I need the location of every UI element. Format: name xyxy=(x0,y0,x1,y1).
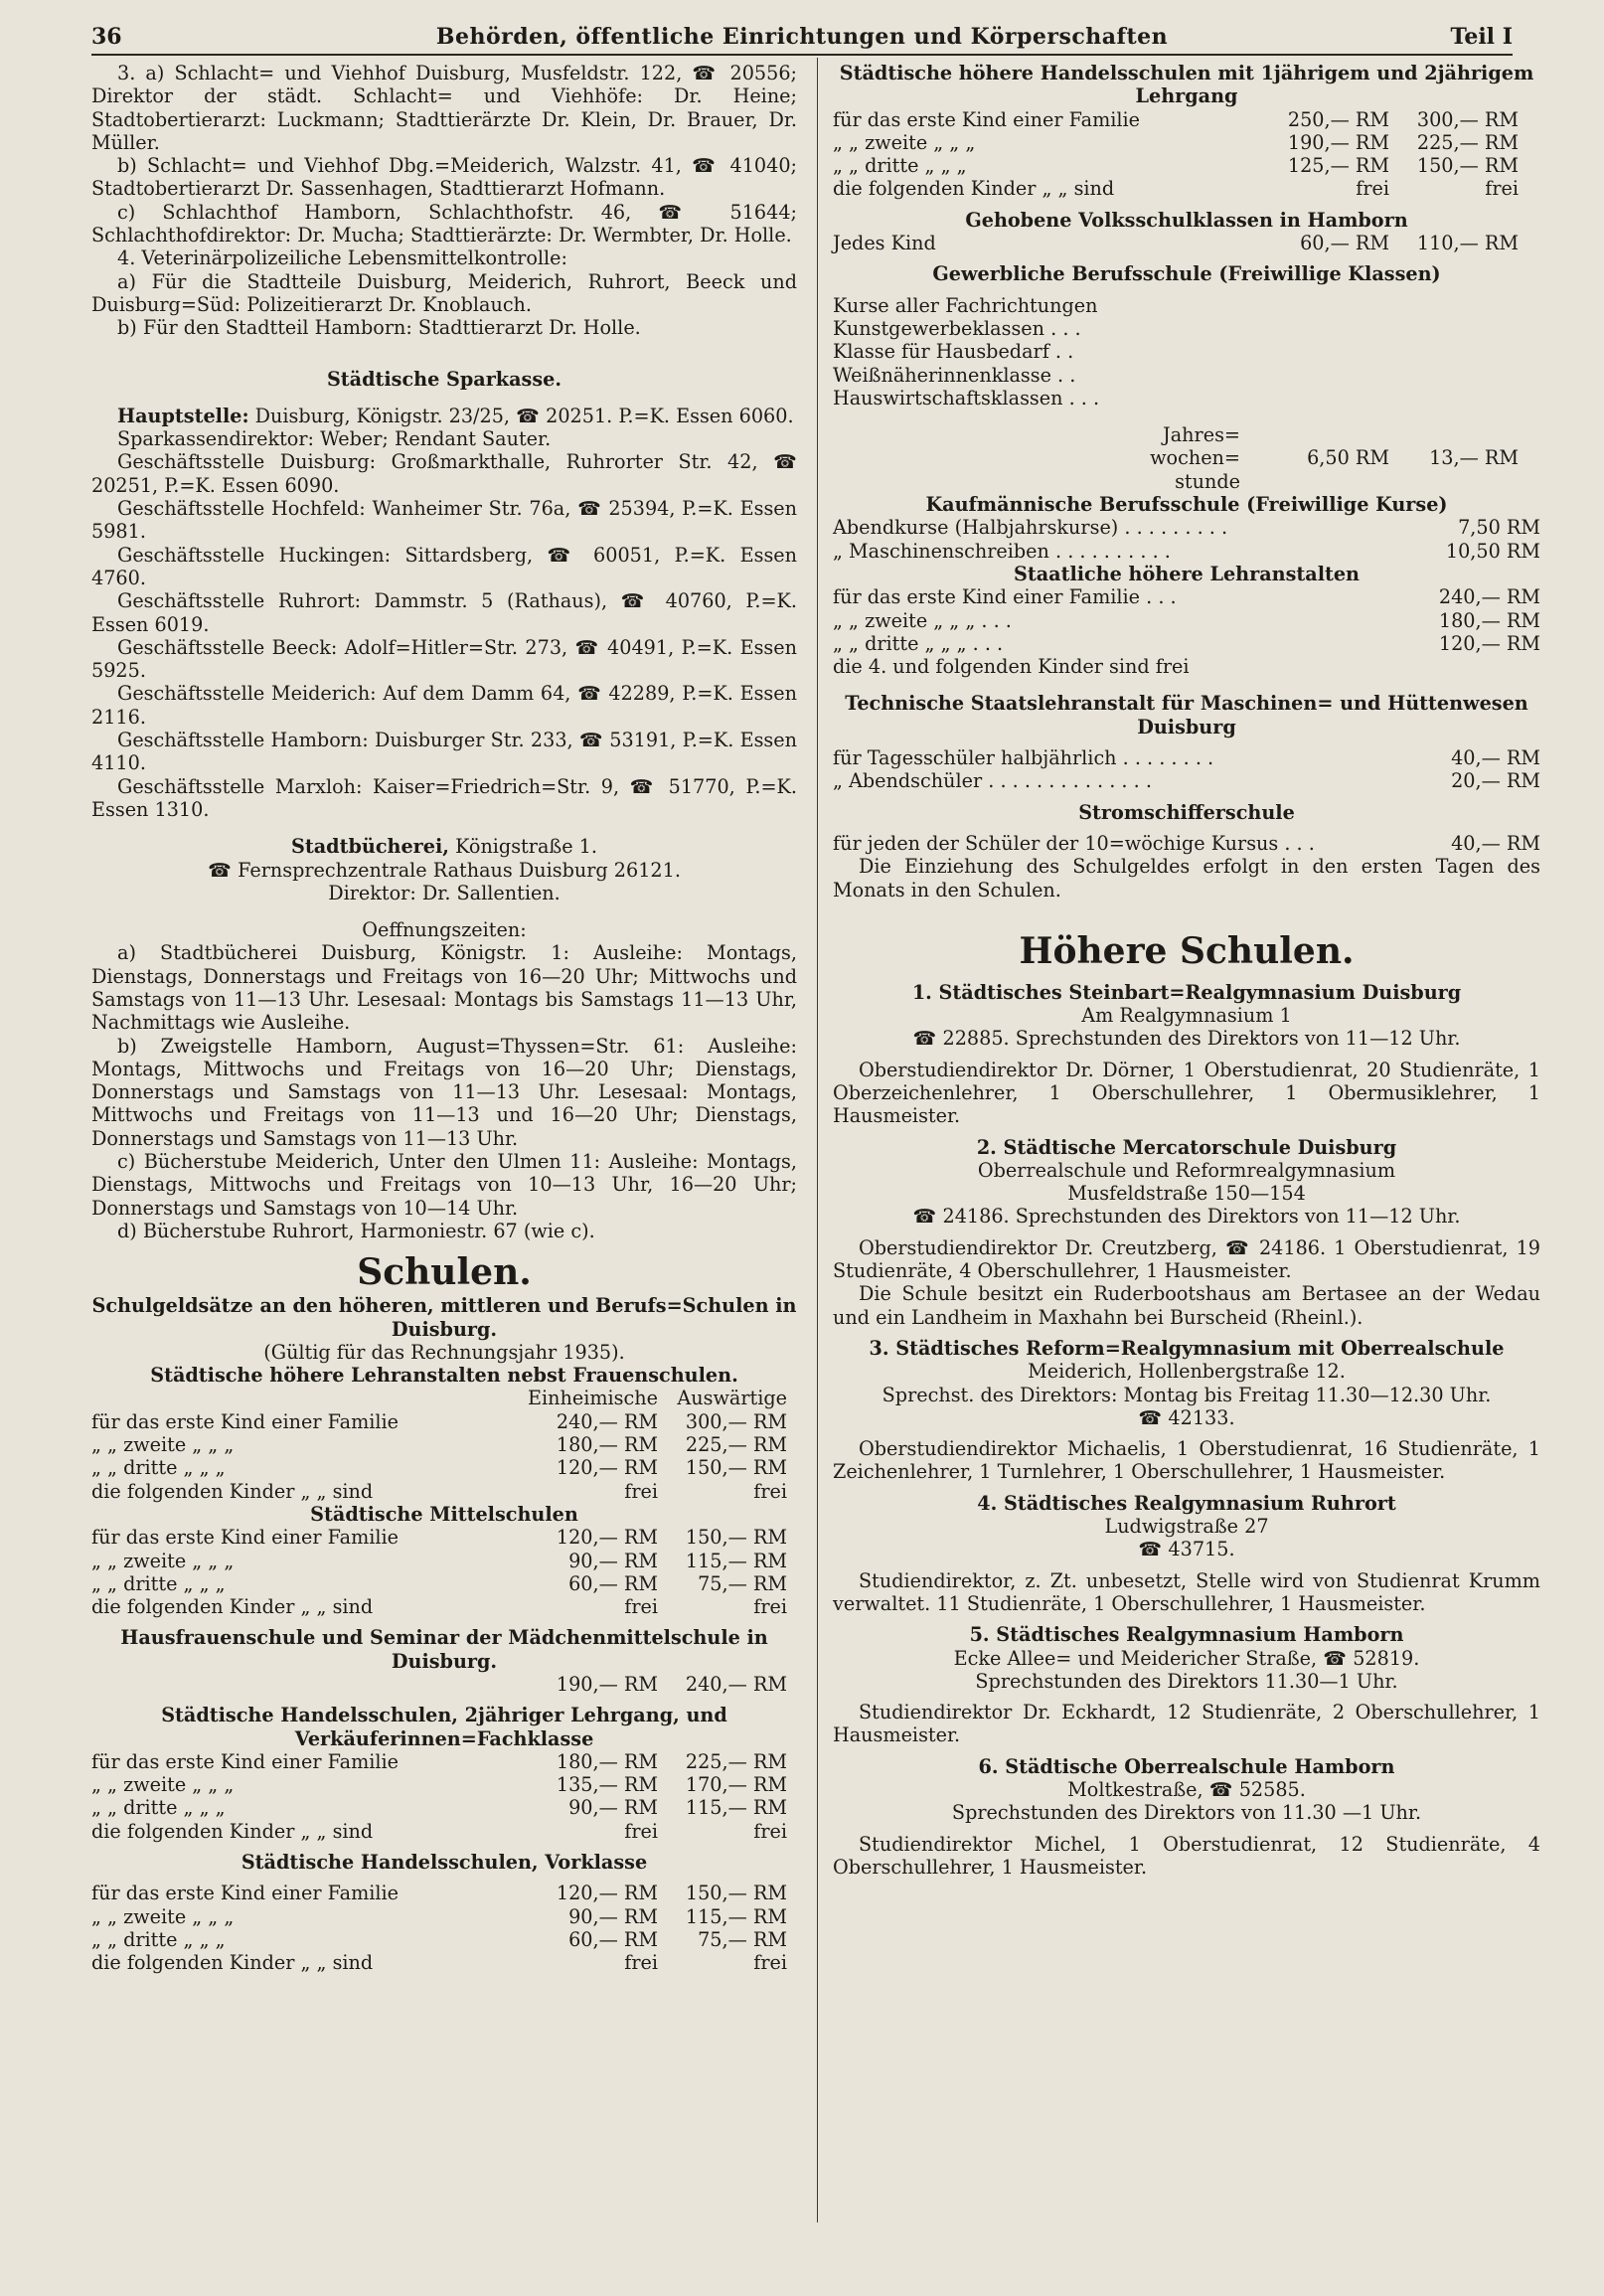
fee-row xyxy=(833,540,1540,563)
fee-label: „ „ zweite „ „ „ xyxy=(91,1773,235,1797)
school-info-line: Meiderich, Hollenbergstraße 12. xyxy=(1028,1360,1346,1384)
entry-text: Duisburg, Königstr. 23/25, ☎ 20251. P.=K. Essen 6060. xyxy=(254,404,794,427)
fee-row xyxy=(91,1750,797,1773)
fee-label: „ „ dritte „ „ „ xyxy=(91,1927,226,1951)
fee-label: die folgenden Kinder „ „ sind xyxy=(833,177,1115,201)
fee-local: frei xyxy=(624,1951,658,1975)
fee-table-title: Stromschifferschule xyxy=(1078,800,1295,824)
school-info-line: Musfeldstraße 150—154 xyxy=(1067,1182,1306,1206)
fee-local: frei xyxy=(624,1595,658,1619)
school-staff: Studiendirektor, z. Zt. unbesetzt, Stelle wird von Studienrat Krumm verwaltet. 11 Studienräte, 1 Oberschullehrer, 1 Hausmeister. xyxy=(833,1568,1540,1615)
sparkasse-entry: Geschäftsstelle Ruhrort: Dammstr. 5 (Rathaus), ☎ 40760, P.=K. Essen 6019. xyxy=(91,589,797,636)
fee-value: 120,— RM xyxy=(1438,631,1540,655)
fee-table-title: Städtische Handelsschulen, Vorklasse xyxy=(241,1851,648,1875)
fee-external: frei xyxy=(1485,177,1519,201)
school-info-line: Oberrealschule und Reformrealgymnasium xyxy=(977,1158,1396,1182)
schulgeld-heading: Schulgeldsätze an den höheren, mittleren und Berufs=Schulen in Duisburg. xyxy=(91,1294,797,1341)
course-item: Kurse aller Fachrichtungen xyxy=(833,293,1098,317)
fee-row xyxy=(91,1456,797,1479)
fee-local: 180,— RM xyxy=(556,1749,658,1773)
fee-label: „ „ zweite „ „ „ xyxy=(91,1549,235,1572)
school-info-line: Sprechstunden des Direktors von 11.30 —1 Uhr. xyxy=(951,1801,1422,1825)
fee-row xyxy=(91,1572,797,1595)
school-list xyxy=(833,981,1540,1886)
fee-row xyxy=(833,832,1540,855)
school-info-line: Ludwigstraße 27 xyxy=(1104,1515,1269,1539)
fee-external: 150,— RM xyxy=(685,1526,787,1550)
fee-label: „ „ zweite „ „ „ xyxy=(833,130,976,154)
school-title: 3. Städtisches Reform=Realgymnasium mit Oberrealschule xyxy=(869,1336,1505,1360)
fee-label: „ „ dritte „ „ „ xyxy=(833,154,967,178)
fee-external: 300,— RM xyxy=(1416,107,1519,131)
vet-paragraph: a) Für die Stadtteile Duisburg, Meiderich, Ruhrort, Beeck und Duisburg=Süd: Polizeitierarzt Dr. Knoblauch. xyxy=(91,269,797,316)
fee-row xyxy=(91,1905,797,1928)
fee-row xyxy=(833,746,1540,769)
fee-external: 110,— RM xyxy=(1416,232,1519,255)
schulgeld-validity: (Gültig für das Rechnungsjahr 1935). xyxy=(263,1340,625,1364)
section-heading-schulen: Schulen. xyxy=(357,1251,532,1294)
sparkasse-entry: Geschäftsstelle Hochfeld: Wanheimer Str. 76a, ☎ 25394, P.=K. Essen 5981. xyxy=(91,497,797,544)
column-header-external: Auswärtige xyxy=(677,1387,787,1410)
school-title: 2. Städtische Mercatorschule Duisburg xyxy=(976,1135,1397,1159)
fee-row xyxy=(91,1526,797,1549)
vet-paragraph: 3. a) Schlacht= und Viehhof Duisburg, Musfeldstr. 122, ☎ 20556; Direktor der städt. Schlacht= und Viehhöfe: Dr. Heine; Stadtobertierarzt: Luckmann; Stadttierärzte Dr. Klein, Dr. Brauer, Dr. Müller. xyxy=(91,62,797,154)
fee-value: 20,— RM xyxy=(1451,769,1540,793)
school-info-line: Moltkestraße, ☎ 52585. xyxy=(1067,1778,1306,1801)
fee-table-title: Gewerbliche Berufsschule (Freiwillige Klassen) xyxy=(932,262,1441,286)
fee-label: die 4. und folgenden Kinder sind frei xyxy=(833,655,1190,679)
per-label-2: wochen= xyxy=(1150,446,1240,470)
fee-value: 180,— RM xyxy=(1438,608,1540,632)
fee-table xyxy=(833,108,1540,201)
fee-label: die folgenden Kinder „ „ sind xyxy=(91,1951,374,1975)
fee-table xyxy=(91,1410,797,1503)
opening-hours-entry: b) Zweigstelle Hamborn, August=Thyssen=Str. 61: Ausleihe: Montags, Mittwochs und Freitags von 16—20 Uhr; Dienstags, Donnerstags und Samstags von 11—13 Uhr. Lesesaal: Montags, Mittwochs und Freitags von 11—13 und 16—20 Uhr; Dienstags, Donnerstags und Samstags von 11—13 Uhr. xyxy=(91,1034,797,1150)
fee-external: 13,— RM xyxy=(1429,446,1519,470)
fee-label: „ „ dritte „ „ „ xyxy=(91,1571,226,1595)
school-staff: Studiendirektor Dr. Eckhardt, 12 Studienräte, 2 Oberschullehrer, 1 Hausmeister. xyxy=(833,1701,1540,1747)
fee-label: für Tagesschüler halbjährlich . . . . . . . . xyxy=(833,746,1214,770)
fee-row xyxy=(833,177,1540,200)
fee-row xyxy=(833,585,1540,608)
fee-row xyxy=(91,1820,797,1843)
fee-row xyxy=(91,1480,797,1503)
fee-row xyxy=(91,1882,797,1904)
fee-table xyxy=(91,1673,797,1696)
fee-local: 120,— RM xyxy=(556,1456,658,1480)
school-staff: Oberstudiendirektor Dr. Creutzberg, ☎ 24186. 1 Oberstudienrat, 19 Studienräte, 4 Oberschullehrer, 1 Hausmeister. xyxy=(833,1235,1540,1283)
fee-external: 115,— RM xyxy=(685,1796,787,1820)
fee-row xyxy=(91,1773,797,1796)
fee-table-title: Städtische Mittelschulen xyxy=(310,1502,578,1526)
column-divider xyxy=(817,58,818,2222)
fee-row xyxy=(91,1928,797,1951)
running-title: Behörden, öffentliche Einrichtungen und Körperschaften xyxy=(435,24,1169,50)
fee-label: „ „ dritte „ „ „ xyxy=(91,1456,226,1480)
fee-external: 150,— RM xyxy=(685,1456,787,1480)
opening-hours-entry: c) Bücherstube Meiderich, Unter den Ulmen 11: Ausleihe: Montags, Dienstags, Mittwochs und Freitags von 10—13 Uhr, 16—20 Uhr; Donnerstags und Samstags von 10—14 Uhr. xyxy=(91,1150,797,1220)
fee-local: frei xyxy=(624,1479,658,1503)
fee-row xyxy=(91,1673,797,1696)
school-staff: Oberstudiendirektor Michaelis, 1 Oberstudienrat, 16 Studienräte, 1 Zeichenlehrer, 1 Turnlehrer, 1 Oberschullehrer, 1 Hausmeister. xyxy=(833,1437,1540,1484)
library-address: Königstraße 1. xyxy=(448,835,597,859)
per-label-3: stunde xyxy=(1175,469,1240,493)
school-note: Die Schule besitzt ein Ruderbootshaus am Bertasee an der Wedau und ein Landheim in Maxhahn bei Burscheid (Rheinl.). xyxy=(833,1282,1540,1329)
school-staff: Oberstudiendirektor Dr. Dörner, 1 Oberstudienrat, 20 Studienräte, 1 Oberzeichenlehrer, 1 Oberschullehrer, 1 Obermusiklehrer, 1 Hausmeister. xyxy=(833,1058,1540,1128)
fee-external: 170,— RM xyxy=(685,1773,787,1797)
sparkasse-entry: Geschäftsstelle Hamborn: Duisburger Str. 233, ☎ 53191, P.=K. Essen 4110. xyxy=(91,729,797,775)
fee-row xyxy=(833,154,1540,177)
fee-label: „ „ zweite „ „ „ xyxy=(91,1433,235,1457)
fee-local: 90,— RM xyxy=(568,1904,658,1928)
sparkasse-entry: Sparkassendirektor: Weber; Rendant Sauter. xyxy=(117,427,552,451)
sparkasse-entry: Geschäftsstelle Meiderich: Auf dem Damm 64, ☎ 42289, P.=K. Essen 2116. xyxy=(91,682,797,729)
fee-label: für das erste Kind einer Familie xyxy=(91,1882,400,1905)
fee-table-title: Staatliche höhere Lehranstalten xyxy=(1014,562,1360,585)
opening-hours-entry: d) Bücherstube Ruhrort, Harmoniestr. 67 (wie c). xyxy=(117,1219,595,1242)
fee-external: frei xyxy=(753,1819,787,1843)
fee-local: frei xyxy=(1356,177,1389,201)
fee-row xyxy=(833,609,1540,632)
opening-hours-title: Oeffnungszeiten: xyxy=(362,918,527,942)
fee-row xyxy=(833,632,1540,655)
fee-table-title: Städtische höhere Lehranstalten nebst Frauenschulen. xyxy=(150,1364,738,1388)
course-item: Klasse für Hausbedarf . . xyxy=(833,340,1074,364)
fee-local: 190,— RM xyxy=(1287,130,1389,154)
fee-list xyxy=(833,516,1540,563)
fee-external: 150,— RM xyxy=(1416,154,1519,178)
fee-local: 180,— RM xyxy=(556,1433,658,1457)
fee-label: für das erste Kind einer Familie . . . xyxy=(833,585,1177,609)
fee-external: 150,— RM xyxy=(685,1882,787,1905)
fee-local: 60,— RM xyxy=(568,1927,658,1951)
sparkasse-entry: Geschäftsstelle Duisburg: Großmarkthalle, Ruhrorter Str. 42, ☎ 20251, P.=K. Essen 6090. xyxy=(91,450,797,497)
column-header-local: Einheimische xyxy=(528,1387,658,1410)
fee-table xyxy=(833,232,1540,254)
fee-local: 6,50 RM xyxy=(1307,446,1389,470)
fee-external: 75,— RM xyxy=(698,1927,787,1951)
fee-label: die folgenden Kinder „ „ sind xyxy=(91,1479,374,1503)
fee-label: „ „ zweite „ „ „ . . . xyxy=(833,608,1012,632)
fee-row xyxy=(833,655,1540,678)
fee-value: 40,— RM xyxy=(1451,746,1540,770)
school-title: 5. Städtisches Realgymnasium Hamborn xyxy=(969,1623,1404,1647)
school-info-line: ☎ 22885. Sprechstunden des Direktors von 11—12 Uhr. xyxy=(912,1027,1461,1051)
fee-label: für das erste Kind einer Familie xyxy=(91,1409,400,1433)
sparkasse-entry xyxy=(91,405,797,427)
fee-row xyxy=(833,423,1540,446)
school-info-line: ☎ 43715. xyxy=(1138,1538,1235,1561)
fee-row xyxy=(91,1550,797,1572)
fee-label: „ „ dritte „ „ „ . . . xyxy=(833,631,1004,655)
school-info-line: Ecke Allee= und Meidericher Straße, ☎ 52819. xyxy=(953,1646,1420,1670)
fee-external: 115,— RM xyxy=(685,1549,787,1572)
fee-table-title: Städtische Handelsschulen, 2jähriger Lehrgang, und Verkäuferinnen=Fachklasse xyxy=(161,1704,727,1750)
school-title: 4. Städtisches Realgymnasium Ruhrort xyxy=(977,1491,1396,1515)
school-info-line: Sprechst. des Direktors: Montag bis Freitag 11.30—12.30 Uhr. xyxy=(882,1383,1492,1406)
fee-note: Die Einziehung des Schulgeldes erfolgt in den ersten Tagen des Monats in den Schulen. xyxy=(833,855,1540,902)
fee-label xyxy=(91,1673,519,1696)
fee-local: 250,— RM xyxy=(1287,107,1389,131)
fee-local: 135,— RM xyxy=(556,1773,658,1797)
fee-list xyxy=(833,832,1540,855)
course-item: Kunstgewerbeklassen . . . xyxy=(833,316,1081,340)
page-number: 36 xyxy=(91,24,122,50)
school-info-line: ☎ 24186. Sprechstunden des Direktors von 11—12 Uhr. xyxy=(912,1205,1461,1229)
fee-external: 75,— RM xyxy=(698,1571,787,1595)
fee-external: 225,— RM xyxy=(685,1749,787,1773)
fee-table-title: Hausfrauenschule und Seminar der Mädchenmittelschule in Duisburg. xyxy=(120,1626,768,1673)
fee-row xyxy=(833,232,1540,254)
fee-table-title: Gehobene Volksschulklassen in Hamborn xyxy=(965,208,1408,232)
part-label: Teil I xyxy=(1450,24,1513,50)
per-label-1: Jahres= xyxy=(1163,423,1240,447)
fee-list xyxy=(833,746,1540,793)
fee-label: die folgenden Kinder „ „ sind xyxy=(91,1819,374,1843)
fee-list xyxy=(833,585,1540,678)
sparkasse-entry: Geschäftsstelle Marxloh: Kaiser=Friedrich=Str. 9, ☎ 51770, P.=K. Essen 1310. xyxy=(91,774,797,821)
sparkasse-entry: Geschäftsstelle Beeck: Adolf=Hitler=Str. 273, ☎ 40491, P.=K. Essen 5925. xyxy=(91,635,797,683)
fee-table-title: Kaufmännische Berufsschule (Freiwillige Kurse) xyxy=(925,493,1448,517)
fee-external: 300,— RM xyxy=(685,1409,787,1433)
fee-label: für jeden der Schüler der 10=wöchige Kursus . . . xyxy=(833,831,1315,855)
fee-label: Abendkurse (Halbjahrskurse) . . . . . . . . . xyxy=(833,516,1228,540)
fee-row xyxy=(91,1595,797,1618)
fee-value xyxy=(1431,655,1540,678)
fee-table-title: Städtische höhere Handelsschulen mit 1jährigem und 2jährigem Lehrgang xyxy=(839,62,1534,108)
fee-label: „ „ zweite „ „ „ xyxy=(91,1904,235,1928)
fee-local: 190,— RM xyxy=(556,1673,658,1696)
opening-hours-entry: a) Stadtbücherei Duisburg, Königstr. 1: Ausleihe: Montags, Dienstags, Donnerstags und Freitags von 16—20 Uhr; Mittwochs und Samstags von 11—13 Uhr. Lesesaal: Montags bis Samstags 11—13 Uhr, Nachmittags wie Ausleihe. xyxy=(91,941,797,1035)
fee-local: 125,— RM xyxy=(1287,154,1389,178)
fee-label: für das erste Kind einer Familie xyxy=(91,1526,400,1550)
fee-external: 225,— RM xyxy=(1416,130,1519,154)
sparkasse-entry: Geschäftsstelle Huckingen: Sittardsberg, ☎ 60051, P.=K. Essen 4760. xyxy=(91,543,797,589)
fee-row xyxy=(833,516,1540,539)
fee-value: 240,— RM xyxy=(1438,585,1540,609)
library-heading xyxy=(91,835,797,858)
fee-row xyxy=(833,470,1540,493)
left-column xyxy=(91,62,797,1975)
fee-local: 120,— RM xyxy=(556,1882,658,1905)
vet-paragraph: c) Schlachthof Hamborn, Schlachthofstr. 46, ☎ 51644; Schlachthofdirektor: Dr. Mucha; Stadttierärzte: Dr. Wermbter, Dr. Holle. xyxy=(91,200,797,247)
school-info-line: ☎ 42133. xyxy=(1138,1405,1235,1429)
fee-external: frei xyxy=(753,1595,787,1619)
fee-local: 240,— RM xyxy=(556,1409,658,1433)
fee-local: 90,— RM xyxy=(568,1549,658,1572)
school-staff: Studiendirektor Michel, 1 Oberstudienrat, 12 Studienräte, 4 Oberschullehrer, 1 Hausmeister. xyxy=(833,1832,1540,1879)
fee-table xyxy=(91,1526,797,1618)
school-title: 6. Städtische Oberrealschule Hamborn xyxy=(978,1754,1395,1778)
school-info-line: Sprechstunden des Direktors 11.30—1 Uhr. xyxy=(975,1669,1398,1693)
fee-external: 225,— RM xyxy=(685,1433,787,1457)
fee-label: Jedes Kind xyxy=(833,232,936,255)
fee-value: 7,50 RM xyxy=(1458,516,1540,540)
fee-label: für das erste Kind einer Familie xyxy=(91,1749,400,1773)
fee-external: frei xyxy=(753,1479,787,1503)
fee-external: 240,— RM xyxy=(685,1673,787,1696)
fee-table xyxy=(91,1750,797,1843)
fee-row xyxy=(833,769,1540,792)
fee-local: 120,— RM xyxy=(556,1526,658,1550)
vet-paragraph: b) Für den Stadtteil Hamborn: Stadttierarzt Dr. Holle. xyxy=(117,316,641,340)
vet-paragraph: 4. Veterinärpolizeiliche Lebensmittelkontrolle: xyxy=(117,246,567,270)
entry-label: Hauptstelle: xyxy=(117,404,249,427)
fee-label: „ Abendschüler . . . . . . . . . . . . . . xyxy=(833,769,1152,793)
fee-table xyxy=(91,1882,797,1974)
fee-table-header xyxy=(91,1387,797,1409)
fee-external: frei xyxy=(753,1951,787,1975)
fee-row xyxy=(833,108,1540,131)
section-heading-sparkasse: Städtische Sparkasse. xyxy=(326,367,562,391)
fee-row xyxy=(91,1951,797,1974)
fee-external: 115,— RM xyxy=(685,1904,787,1928)
fee-local: 60,— RM xyxy=(1300,232,1389,255)
fee-value: 10,50 RM xyxy=(1445,539,1540,563)
fee-value: 40,— RM xyxy=(1451,831,1540,855)
fee-label: die folgenden Kinder „ „ sind xyxy=(91,1595,374,1619)
library-phone: ☎ Fernsprechzentrale Rathaus Duisburg 26121. xyxy=(208,858,681,882)
right-column xyxy=(833,62,1540,1886)
section-heading-hoehere-schulen: Höhere Schulen. xyxy=(1019,929,1355,972)
library-director: Direktor: Dr. Sallentien. xyxy=(328,881,561,904)
library-title: Stadtbücherei, xyxy=(291,835,449,859)
fee-row xyxy=(833,131,1540,154)
school-info-line: Am Realgymnasium 1 xyxy=(1081,1004,1292,1028)
course-item: Hauswirtschaftsklassen . . . xyxy=(833,386,1100,410)
vet-paragraph: b) Schlacht= und Viehhof Dbg.=Meiderich, Walzstr. 41, ☎ 41040; Stadtobertierarzt Dr. Sassenhagen, Stadttierarzt Hofmann. xyxy=(91,154,797,201)
fee-local: frei xyxy=(624,1819,658,1843)
fee-label: für das erste Kind einer Familie xyxy=(833,107,1141,131)
fee-table-title: Technische Staatslehranstalt für Maschinen= und Hüttenwesen Duisburg xyxy=(845,692,1528,738)
course-item: Weißnäherinnenklasse . . xyxy=(833,363,1076,387)
fee-local: 90,— RM xyxy=(568,1796,658,1820)
fee-local: 60,— RM xyxy=(568,1571,658,1595)
fee-row xyxy=(91,1796,797,1819)
fee-row xyxy=(91,1433,797,1456)
school-title: 1. Städtisches Steinbart=Realgymnasium Duisburg xyxy=(911,980,1462,1004)
fee-label: „ „ dritte „ „ „ xyxy=(91,1796,226,1820)
fee-label: „ Maschinenschreiben . . . . . . . . . . xyxy=(833,539,1171,563)
fee-row xyxy=(833,446,1540,469)
page-header xyxy=(91,24,1513,58)
fee-row xyxy=(91,1410,797,1433)
header-rule xyxy=(91,54,1513,56)
